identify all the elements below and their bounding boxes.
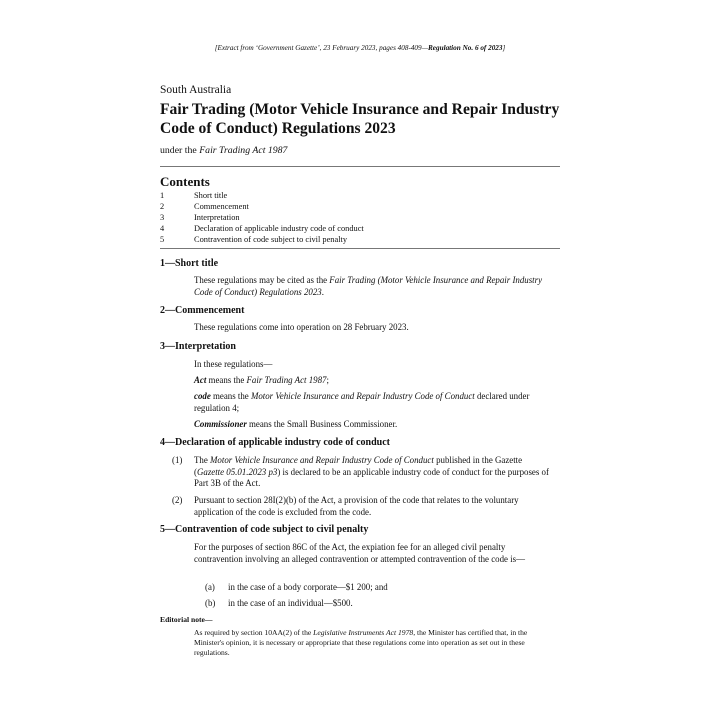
- section-1-heading: 1—Short title: [160, 258, 219, 269]
- definition-act: Act means the Fair Trading Act 1987;: [194, 375, 329, 385]
- enabling-act: under the Fair Trading Act 1987: [160, 145, 288, 156]
- subsection-number: (1): [172, 455, 183, 465]
- gazette-extract-note: [Extract from ‘Government Gazette’, 23 February 2023, pages 408-409—Regulation No. 6 of 2023]: [214, 44, 506, 52]
- paragraph-number: (b): [205, 598, 216, 608]
- definition-code: code means the Motor Vehicle Insurance and Repair Industry Code of Conduct declared under regulation 4;: [194, 391, 530, 413]
- section-5-heading: 5—Contravention of code subject to civil penalty: [160, 524, 369, 535]
- document-title: Fair Trading (Motor Vehicle Insurance and Repair Industry Code of Conduct) Regulations 2023: [160, 101, 560, 137]
- section-1-text: These regulations may be cited as the Fair Trading (Motor Vehicle Insurance and Repair Industry Code of Conduct) Regulations 2023.: [194, 275, 543, 297]
- jurisdiction: South Australia: [160, 84, 232, 96]
- contents-list: [160, 190, 560, 245]
- editorial-note-text: As required by section 10AA(2) of the Legislative Instruments Act 1978, the Minister has certified that, in the Minister's opinion, it is necessary or appropriate that these regulations come into operation as set out in these regulations.: [194, 628, 528, 657]
- contents-heading: Contents: [160, 174, 210, 189]
- section-2-heading: 2—Commencement: [160, 305, 245, 316]
- toc-item: 3 Interpretation: [160, 213, 240, 222]
- editorial-note-heading: Editorial note—: [160, 615, 213, 624]
- toc-item: 1 Short title: [160, 191, 228, 200]
- section-5-item-a: in the case of a body corporate—$1 200; and: [228, 582, 388, 592]
- subsection-number: (2): [172, 495, 183, 505]
- divider-rule: [160, 166, 560, 167]
- section-5-item-b: in the case of an individual—$500.: [228, 598, 353, 608]
- section-4-heading: 4—Declaration of applicable industry code of conduct: [160, 437, 390, 448]
- section-4-subsection-2: Pursuant to section 28I(2)(b) of the Act, a provision of the code that relates to the voluntary application of the code is excluded from the code.: [194, 495, 519, 517]
- paragraph-number: (a): [205, 582, 215, 592]
- definition-commissioner: Commissioner means the Small Business Commissioner.: [194, 419, 398, 429]
- divider-rule: [160, 248, 560, 249]
- toc-item: 5 Contravention of code subject to civil penalty: [160, 235, 348, 244]
- toc-item: 4 Declaration of applicable industry code of conduct: [160, 224, 364, 233]
- section-5-text: For the purposes of section 86C of the Act, the expiation fee for an alleged civil penalty contravention involving an alleged contravention or attempted contravention of the code is—: [194, 542, 525, 564]
- section-3-intro: In these regulations—: [194, 359, 273, 369]
- section-3-heading: 3—Interpretation: [160, 341, 236, 352]
- section-4-subsection-1: The Motor Vehicle Insurance and Repair Industry Code of Conduct published in the Gazette (Gazette 05.01.2023 p3) is declared to be an applicable industry code of conduct for the purposes of Part 3B of the Act.: [194, 455, 549, 488]
- section-2-text: These regulations come into operation on 28 February 2023.: [194, 322, 409, 332]
- toc-item: 2 Commencement: [160, 202, 249, 211]
